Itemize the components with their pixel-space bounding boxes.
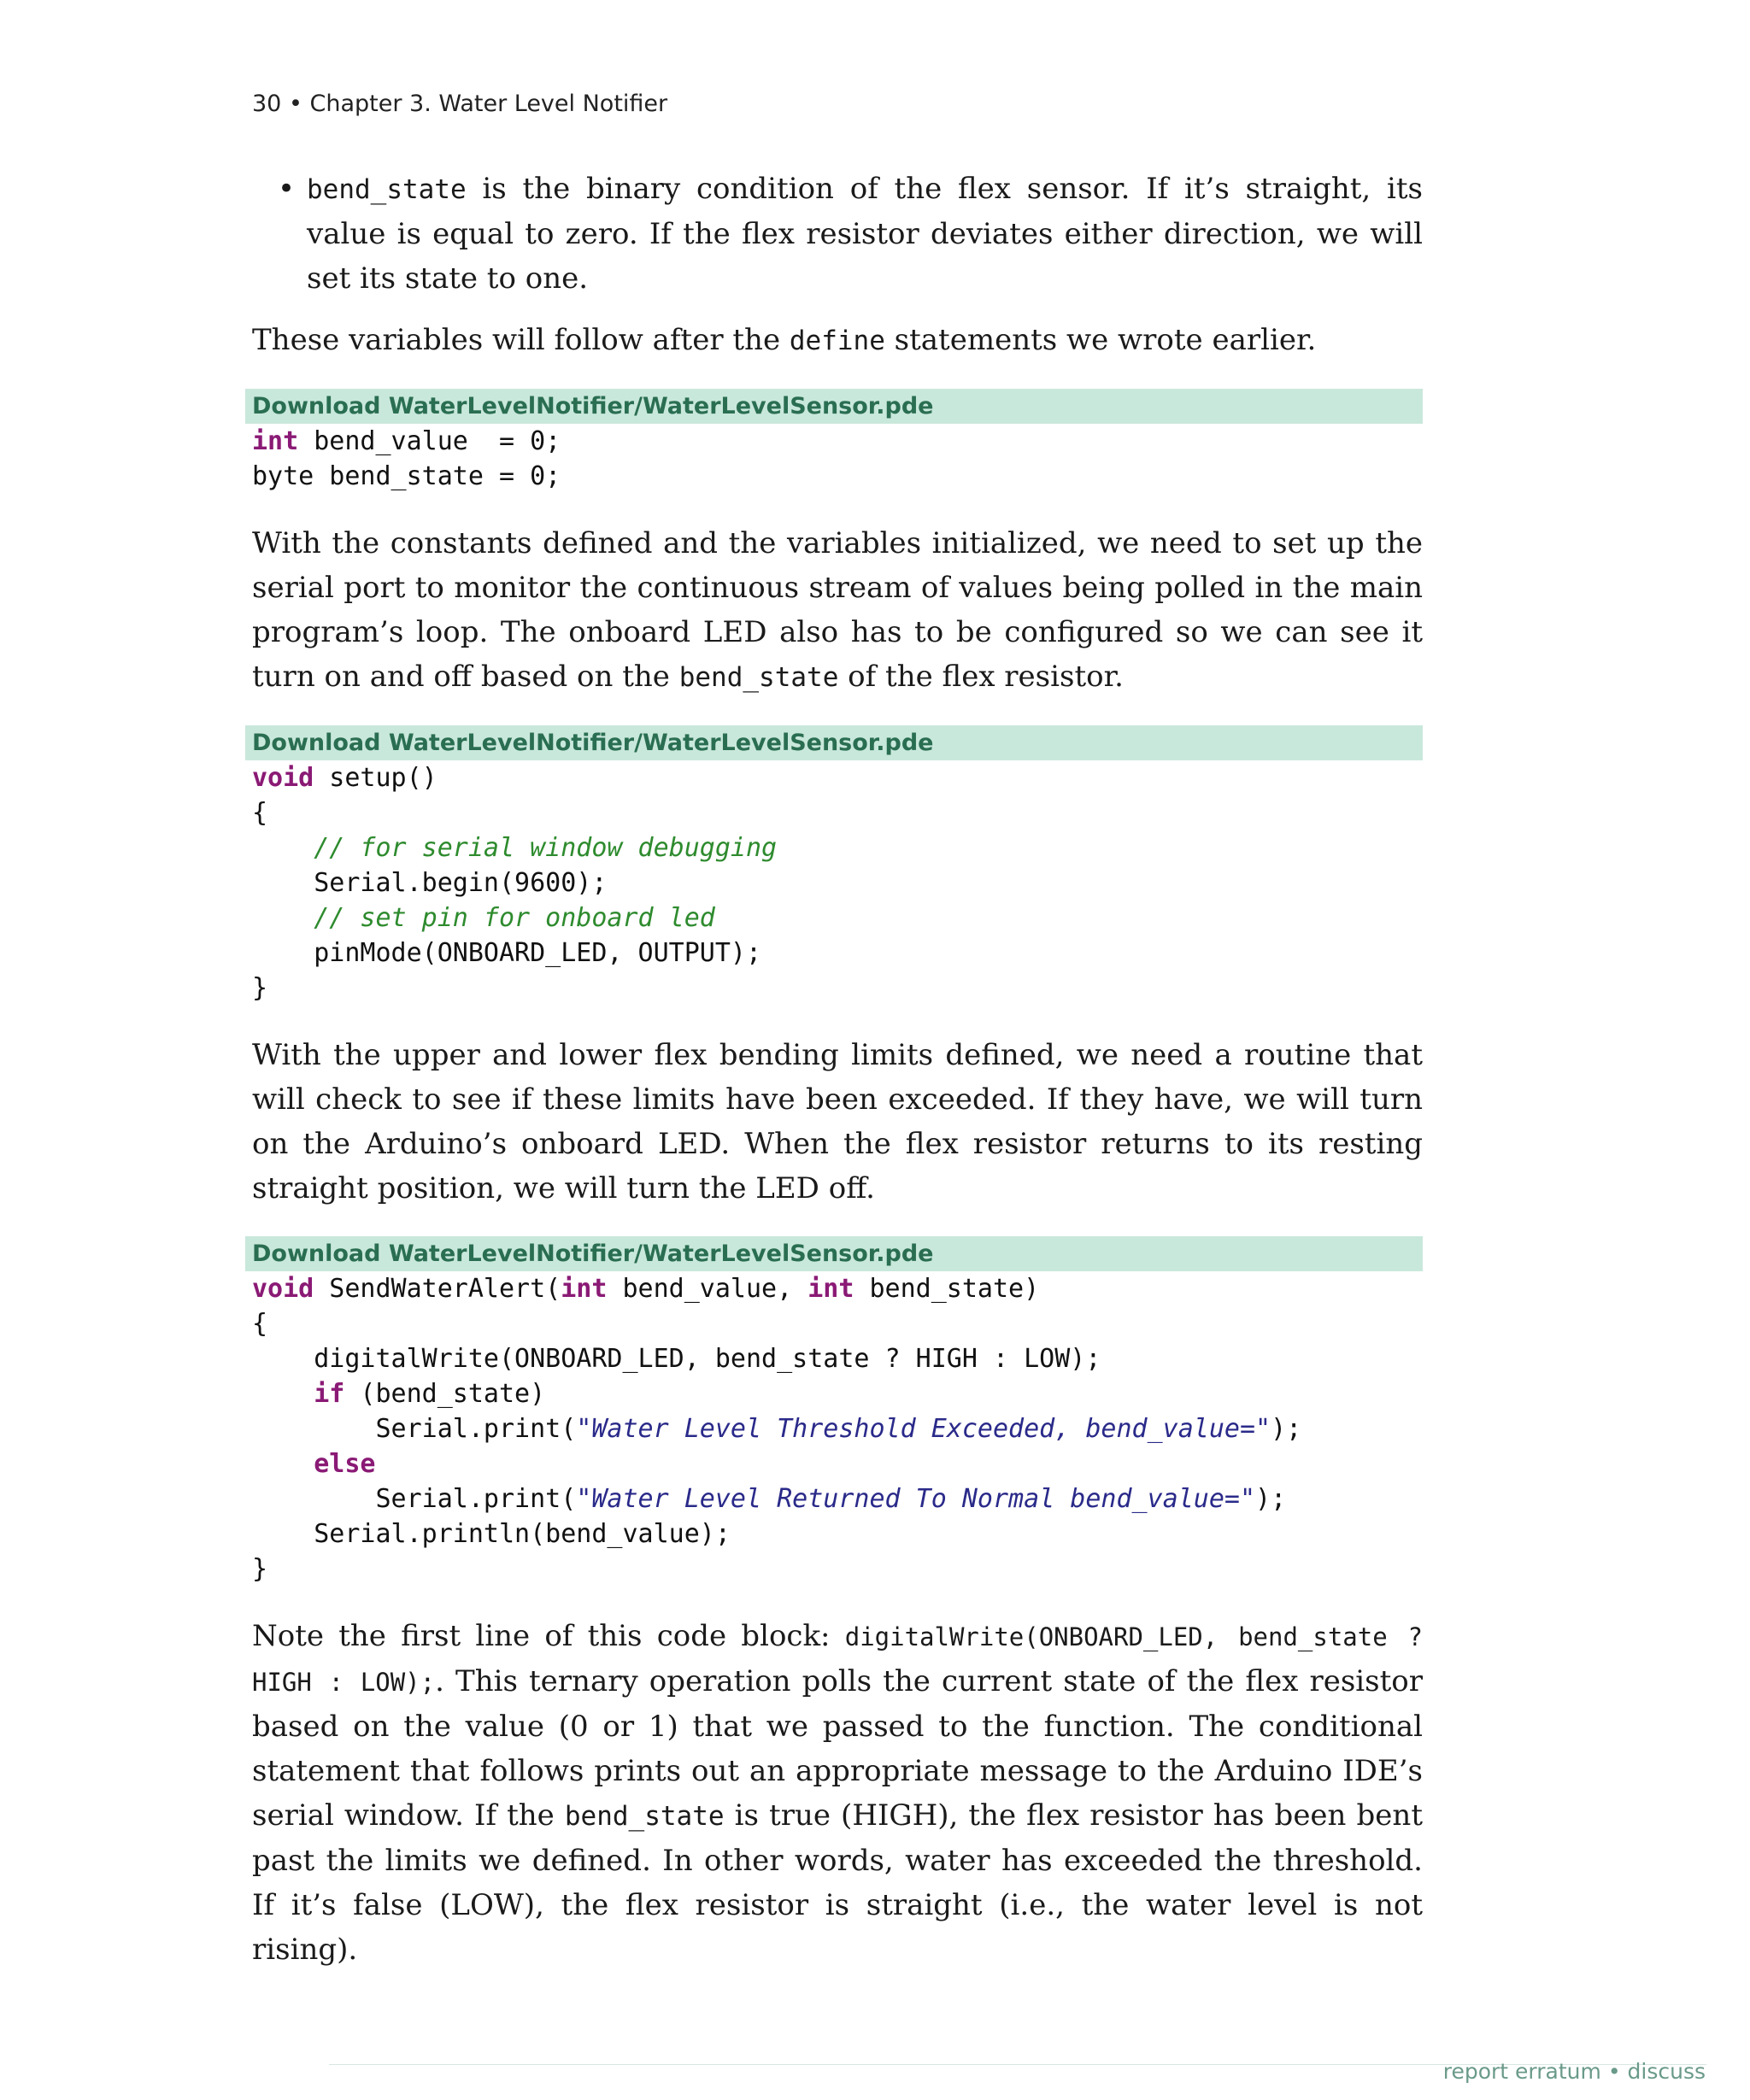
keyword: else bbox=[314, 1449, 376, 1479]
footer bbox=[1443, 2059, 1706, 2084]
code-listing bbox=[252, 760, 1423, 1006]
code-listing bbox=[252, 424, 1423, 494]
code-download-link[interactable]: Download WaterLevelNotifier/WaterLevelSensor.pde bbox=[245, 725, 1423, 760]
discuss-link[interactable]: discuss bbox=[1627, 2059, 1706, 2084]
code-line bbox=[252, 1411, 1423, 1446]
code-download-link[interactable]: Download WaterLevelNotifier/WaterLevelSensor.pde bbox=[245, 1236, 1423, 1271]
code-block bbox=[252, 725, 1423, 1006]
keyword: int bbox=[252, 426, 299, 456]
inline-code: bend_state bbox=[564, 1801, 725, 1832]
code-text: bend_value = 0; bbox=[298, 426, 561, 456]
keyword: if bbox=[314, 1379, 345, 1409]
chapter-title: Chapter 3. Water Level Notifier bbox=[309, 91, 668, 117]
string-literal: "Water Level Threshold Exceeded, bend_value=" bbox=[576, 1414, 1271, 1444]
code-line bbox=[252, 1446, 1423, 1481]
text: . This ternary operation polls the current state of the flex resistor based on the value (0 or 1) that we passed to the function. The conditional statement that follows prints out an appropriate message to the Arduino IDE’s serial window. If the bbox=[252, 1664, 1424, 1833]
code-line: { bbox=[252, 1309, 268, 1339]
header-separator: • bbox=[288, 91, 302, 117]
code-line bbox=[252, 1376, 1423, 1411]
report-erratum-link[interactable]: report erratum bbox=[1442, 2059, 1601, 2084]
code-text: ); bbox=[1271, 1414, 1302, 1444]
text: of the flex resistor. bbox=[838, 660, 1124, 694]
code-line: Serial.println(bend_value); bbox=[252, 1519, 731, 1549]
text: statements we wrote earlier. bbox=[884, 323, 1317, 357]
string-literal: "Water Level Returned To Normal bend_value=" bbox=[576, 1484, 1256, 1514]
code-line: byte bend_state = 0; bbox=[252, 461, 561, 491]
code-text: bend_value, bbox=[607, 1274, 808, 1304]
code-text: Serial.print( bbox=[252, 1484, 577, 1514]
bullet-body: is the binary condition of the flex sensor. If it’s straight, its value is equal to zero. If the flex resistor deviates either direction, we will set its state to one. bbox=[307, 172, 1423, 296]
page-number: 30 bbox=[252, 91, 282, 117]
code-comment: // set pin for onboard led bbox=[252, 903, 715, 933]
code-text: setup() bbox=[314, 763, 438, 793]
paragraph bbox=[252, 318, 1423, 363]
indent bbox=[252, 1449, 314, 1479]
keyword: int bbox=[807, 1274, 854, 1304]
code-line bbox=[252, 1481, 1423, 1516]
inline-code: bend_state bbox=[307, 174, 467, 205]
text: With the constants defined and the variables initialized, we need to set up the serial port to monitor the continuous stream of values being polled in the main program’s loop. The onboard LED also has to be configured so we can see it turn on and off based on the bbox=[252, 526, 1423, 694]
footer-separator: • bbox=[1607, 2059, 1621, 2084]
inline-code: bend_state bbox=[678, 662, 839, 693]
code-text: (bend_state) bbox=[344, 1379, 546, 1409]
code-line: Serial.begin(9600); bbox=[252, 868, 608, 898]
paragraph bbox=[252, 1614, 1423, 1972]
text: These variables will follow after the bbox=[252, 323, 790, 357]
text: is true (HIGH), the flex resistor has been bent past the limits we defined. In other words, water has exceeded the threshold. If it’s false (LOW), the flex resistor is straight (i.e., the water level is not rising). bbox=[252, 1798, 1423, 1967]
code-line: digitalWrite(ONBOARD_LED, bend_state ? HIGH : LOW); bbox=[252, 1344, 1101, 1374]
paragraph bbox=[252, 521, 1423, 700]
code-text: Serial.print( bbox=[252, 1414, 577, 1444]
code-text: SendWaterAlert( bbox=[314, 1274, 561, 1304]
code-line bbox=[252, 1271, 1423, 1306]
bullet-text bbox=[307, 167, 1423, 301]
code-block bbox=[252, 389, 1423, 494]
code-comment: // for serial window debugging bbox=[252, 833, 778, 863]
code-download-link[interactable]: Download WaterLevelNotifier/WaterLevelSensor.pde bbox=[245, 389, 1423, 424]
code-text: bend_state) bbox=[854, 1274, 1040, 1304]
inline-code: digitalWrite(ONBOARD_LED, bend_state ? HIGH : LOW); bbox=[252, 1622, 1424, 1697]
code-text: ); bbox=[1255, 1484, 1287, 1514]
code-block bbox=[252, 1236, 1423, 1587]
bullet-item bbox=[278, 167, 1423, 301]
code-listing bbox=[252, 1271, 1423, 1587]
code-line: } bbox=[252, 1554, 268, 1584]
code-line: pinMode(ONBOARD_LED, OUTPUT); bbox=[252, 938, 762, 968]
indent bbox=[252, 1379, 314, 1409]
code-line: } bbox=[252, 973, 268, 1003]
keyword: void bbox=[252, 763, 314, 793]
keyword: int bbox=[561, 1274, 608, 1304]
page-content bbox=[252, 167, 1423, 1972]
code-line bbox=[252, 760, 1423, 795]
code-line: { bbox=[252, 798, 268, 828]
code-line bbox=[252, 424, 1423, 459]
running-header bbox=[252, 91, 667, 117]
bullet-icon: • bbox=[278, 172, 296, 206]
inline-code: define bbox=[789, 326, 885, 356]
paragraph: With the upper and lower flex bending limits defined, we need a routine that will check to see if these limits have been exceeded. If they have, we will turn on the Arduino’s onboard LED. When the flex resistor returns to its resting straight position, we will turn the LED off. bbox=[252, 1038, 1423, 1205]
keyword: void bbox=[252, 1274, 314, 1304]
text: Note the first line of this code block: bbox=[252, 1619, 845, 1653]
